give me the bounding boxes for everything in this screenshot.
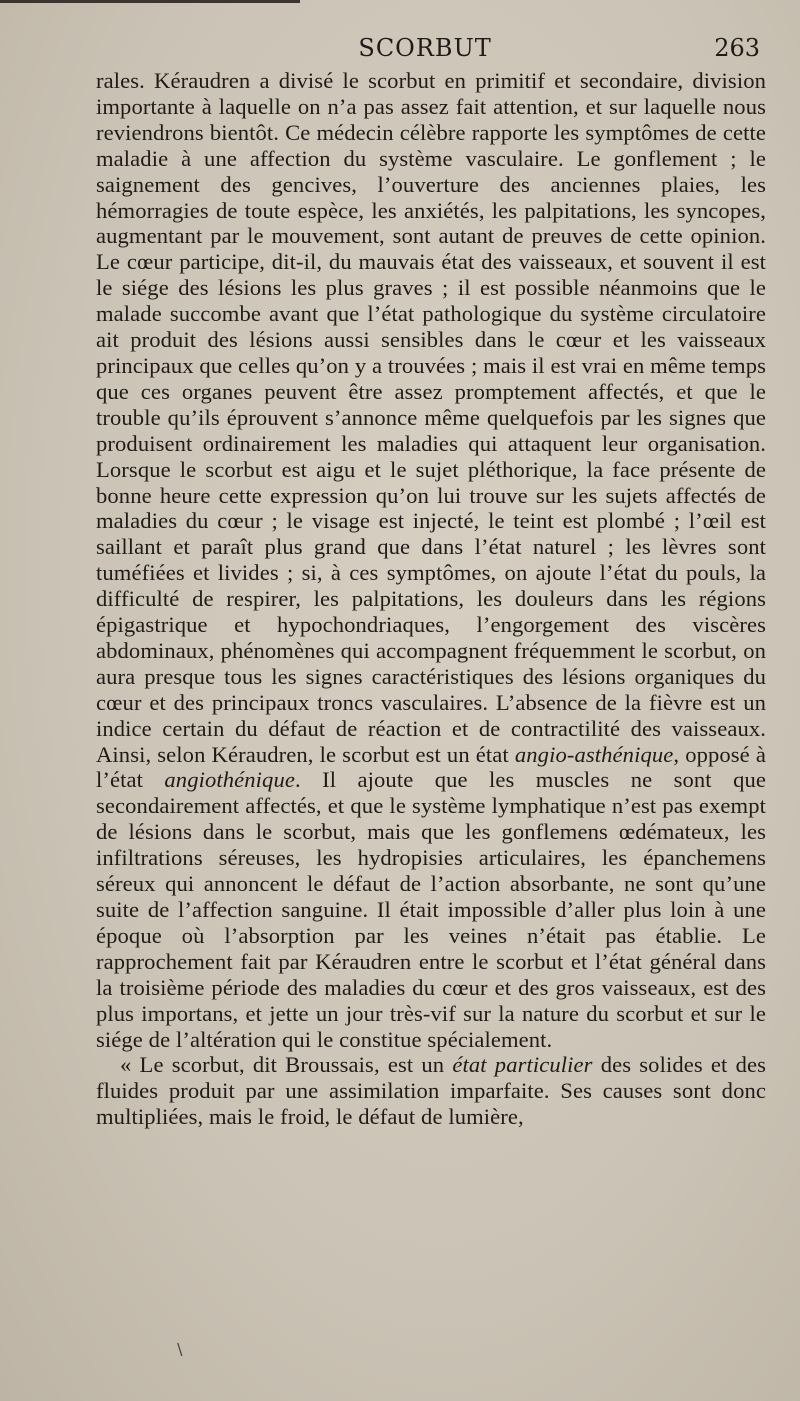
- italic-term-etat-particulier: état particulier: [452, 1052, 593, 1078]
- paragraph-2-part-2: des solides et des fluides produit par une assimilation imparfaite. Ses causes sont donc multipliées, mais le froid, le défaut de lumière,: [96, 1052, 766, 1130]
- paragraph-1-part-1: rales. Kéraudren a divisé le scorbut en primitif et secondaire, division importante à laquelle on n’a pas assez fait attention, et sur laquelle nous reviendrons bientôt. Ce médecin célèbre rapporte les symptômes de cette maladie à une affection du système vasculaire. Le gonflement ; le saignement des gencives, l’ouverture des anciennes plaies, les hémorragies de toute espèce, les anxiétés, les palpitations, les syncopes, augmentant par le mouvement, sont autant de preuves de cette opinion. Le cœur participe, dit-il, du mauvais état des vaisseaux, et souvent il est le siége des lésions les plus graves ; il est possible néanmoins que le malade succombe avant que l’état pathologique du système circulatoire ait produit des lésions aussi sensibles dans le cœur et les vaisseaux principaux que celles qu’on y a trouvées ; mais il est vrai en même temps que ces organes peuvent être assez promptement affectés, et que le trouble qu’ils éprouvent s’annonce même quelquefois par les signes que produisent ordinairement les maladies qui attaquent leur organisation. Lorsque le scorbut est aigu et le sujet pléthorique, la face présente de bonne heure cette expression qu’on lui trouve sur les sujets affectés de maladies du cœur ; le visage est injecté, le teint est plombé ; l’œil est saillant et paraît plus grand que dans l’état naturel ; les lèvres sont tuméfiées et livides ; si, à ces symptômes, on ajoute l’état du pouls, la difficulté de respirer, les palpitations, les douleurs dans les régions épigastrique et hypochondriaques, l’engorgement des viscères abdominaux, phénomènes qui accompagnent fréquemment le scorbut, on aura presque tous les signes caractéristiques des lésions organiques du cœur et des principaux troncs vasculaires. L’absence de la fièvre est un indice certain du défaut de réaction et de contractilité des vaisseaux. Ainsi, selon Kéraudren, le scorbut est un état: [96, 68, 766, 767]
- stray-ink-mark: ∖: [174, 1340, 185, 1359]
- italic-term-angiothenique: angiothénique: [164, 767, 295, 793]
- paragraph-1: [96, 68, 766, 1052]
- page-header: [96, 34, 766, 64]
- paragraph-2-part-1: « Le scorbut, dit Broussais, est un: [120, 1052, 453, 1078]
- paragraph-2: [96, 1052, 766, 1130]
- top-edge-rule: [0, 0, 300, 3]
- italic-term-angio-asthenique: angio-asthénique: [514, 741, 674, 767]
- body-text: [96, 68, 766, 1130]
- page-number: 263: [714, 34, 760, 62]
- running-title: SCORBUT: [358, 34, 492, 62]
- paragraph-1-part-2: , opposé à l’état: [96, 741, 767, 793]
- paragraph-1-part-3: . Il ajoute que les muscles ne sont que secondairement affectés, et que le système lymphatique n’est pas exempt de lésions dans le scorbut, mais que les gonflemens œdémateux, les infiltrations séreuses, les hydropisies articulaires, les épanchemens séreux qui annoncent le défaut de l’action absorbante, ne sont qu’une suite de l’affection sanguine. Il était impossible d’aller plus loin à une époque où l’absorption par les veines n’était pas établie. Le rapprochement fait par Kéraudren entre le scorbut et l’état général dans la troisième période des maladies du cœur et des gros vaisseaux, est des plus importans, et jette un jour très-vif sur la nature du scorbut et sur le siége de l’altération qui le constitue spécialement.: [96, 767, 766, 1052]
